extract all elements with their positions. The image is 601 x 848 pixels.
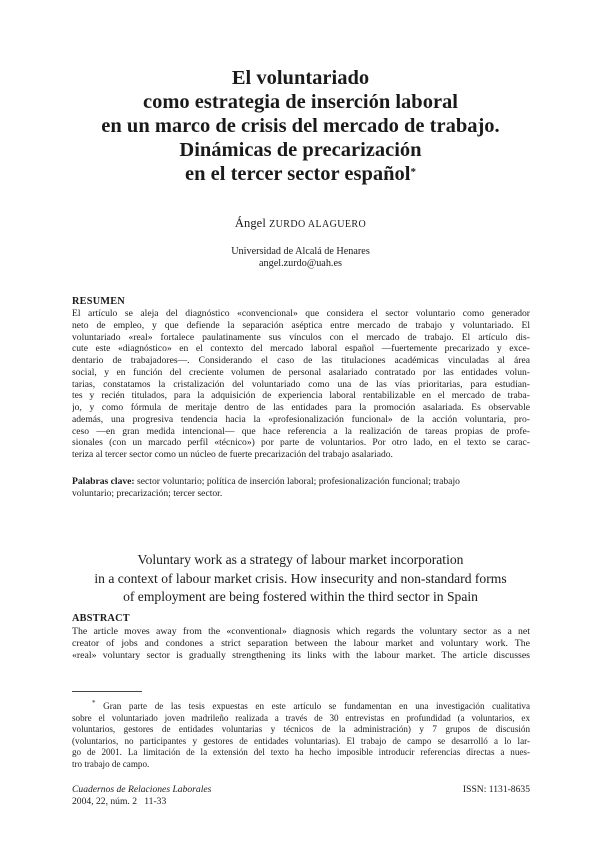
title-line-4: Dinámicas de precarización [179,139,422,161]
resumen-line: ceso —en gran medida intencional— que hace referencia a la realización de tareas propias de profe- [72,425,530,437]
resumen-line: neto de empleo, y que defiende la separación aséptica entre mercado de trabajo y voluntariado. El [72,319,530,331]
abstract-line: creator of jobs and condones a strict separation between the labour market and voluntary work. The [72,638,530,649]
footnote-line: (voluntarios, no participantes y gestores de entidades voluntarias). El trabajo de campo se desarrolló a lo lar- [72,735,530,746]
english-title-line: of employment are being fostered within the third sector in Spain [123,589,478,604]
resumen-line: dentario de trabajadores—. Considerando el caso de las titulaciones académicas vinculadas al área [72,355,530,366]
article-title [40,66,561,186]
resumen-line: sionales (con un marcado perfil «técnico») por parte de voluntarios. Por otro lado, en el texto se carac- [72,437,530,449]
abstract-heading: ABSTRACT [72,613,130,624]
title-line-5 [40,162,561,186]
keywords [72,476,530,500]
title-line-3: en un marco de crisis del mercado de trabajo. [101,115,500,137]
resumen-line: voluntariado «real» fortalece paulatinamente sus vínculos con el mercado de trabajo. El artículo dis- [72,331,530,343]
footer-journal: Cuadernos de Relaciones Laborales [72,784,212,795]
author-last-name: ZURDO ALAGUERO [269,219,367,230]
footer-reference: 2004, 22, núm. 2 11-33 [72,796,167,807]
title-line-2: como estrategia de inserción laboral [142,91,459,113]
author-affiliation [0,246,601,270]
keywords-label: Palabras clave: [72,476,135,487]
keywords-text-2: voluntario; precarización; tercer sector. [72,487,223,499]
english-title-line: Voluntary work as a strategy of labour market incorporation [137,552,464,567]
footnote-line: go de 2001. La limitación de la extensión del texto ha hecho imposible introducir referencias directas a nues- [72,747,530,758]
footnote-line-text: Gran parte de las tesis expuestas en este artículo se fundamentan en una investigación cualitativa [103,701,530,712]
resumen-line: teriza al tercer sector como un núcleo de fuerte precarización del trabajo asalariado. [72,449,393,460]
keywords-text-1: sector voluntario; política de inserción laboral; profesionalización funcional; trabajo [137,476,460,487]
footer-citation [72,784,211,808]
footnote-line [72,698,530,713]
resumen-heading: RESUMEN [72,296,126,307]
title-line-1: El voluntariado [231,67,370,89]
author-name [0,216,601,231]
affiliation-university: Universidad de Alcalá de Henares [231,246,370,257]
title-footnote-mark[interactable]: * [410,166,416,178]
author-first-name: Ángel [234,216,266,230]
keywords-line-1 [72,476,530,488]
resumen-body [72,308,530,461]
abstract-line: «real» voluntary sector is gradually strengthening its links with the labour market. The article discusses [72,650,530,661]
footnote-line: voluntarios, gestores de entidades voluntarias y técnicos de la administración) y 7 grupos de discusión [72,724,530,735]
footnote-divider [72,691,142,692]
abstract-body [72,626,530,662]
resumen-line: social, y en función del creciente volumen de personal asalariado contratado por las entidades volun- [72,366,530,378]
resumen-line: tarias, constatamos la cristalización del voluntariado como una de las vías prioritarias, para estudian- [72,378,530,390]
footnote-mark: * [92,699,96,707]
resumen-line: cute este «diagnóstico» en el contexto del mercado laboral español —fuertemente precarizado y exce- [72,343,530,355]
footer-issn: ISSN: 1131-8635 [462,784,530,795]
english-title [60,551,541,607]
footnote [72,698,530,770]
resumen-line: El artículo se aleja del diagnóstico «convencional» que considera el sector voluntario como generador [72,308,530,319]
resumen-line: además, una progresiva tendencia hacia la «profesionalización funcional» de la acción voluntaria, pro- [72,413,530,425]
resumen-line: tes y recién titulados, para la adquisición de experiencia laboral rentabilizable en el mercado de traba- [72,390,530,402]
resumen-line: jo, y como fórmula de meritaje dentro de las entidades para la promoción asalariada. Es observable [72,402,530,413]
english-title-line: in a context of labour market crisis. How insecurity and non-standard forms [94,570,507,586]
affiliation-email[interactable]: angel.zurdo@uah.es [259,258,342,269]
footnote-line: tro trabajo de campo. [72,758,150,769]
footnote-line: sobre el voluntariado joven madrileño realizada a través de 30 entrevistas en profundidad (a voluntarios, ex [72,712,530,723]
abstract-line: The article moves away from the «conventional» diagnosis which regards the voluntary sector as a net [72,626,530,637]
title-line-5-text: en el tercer sector español [185,163,411,185]
